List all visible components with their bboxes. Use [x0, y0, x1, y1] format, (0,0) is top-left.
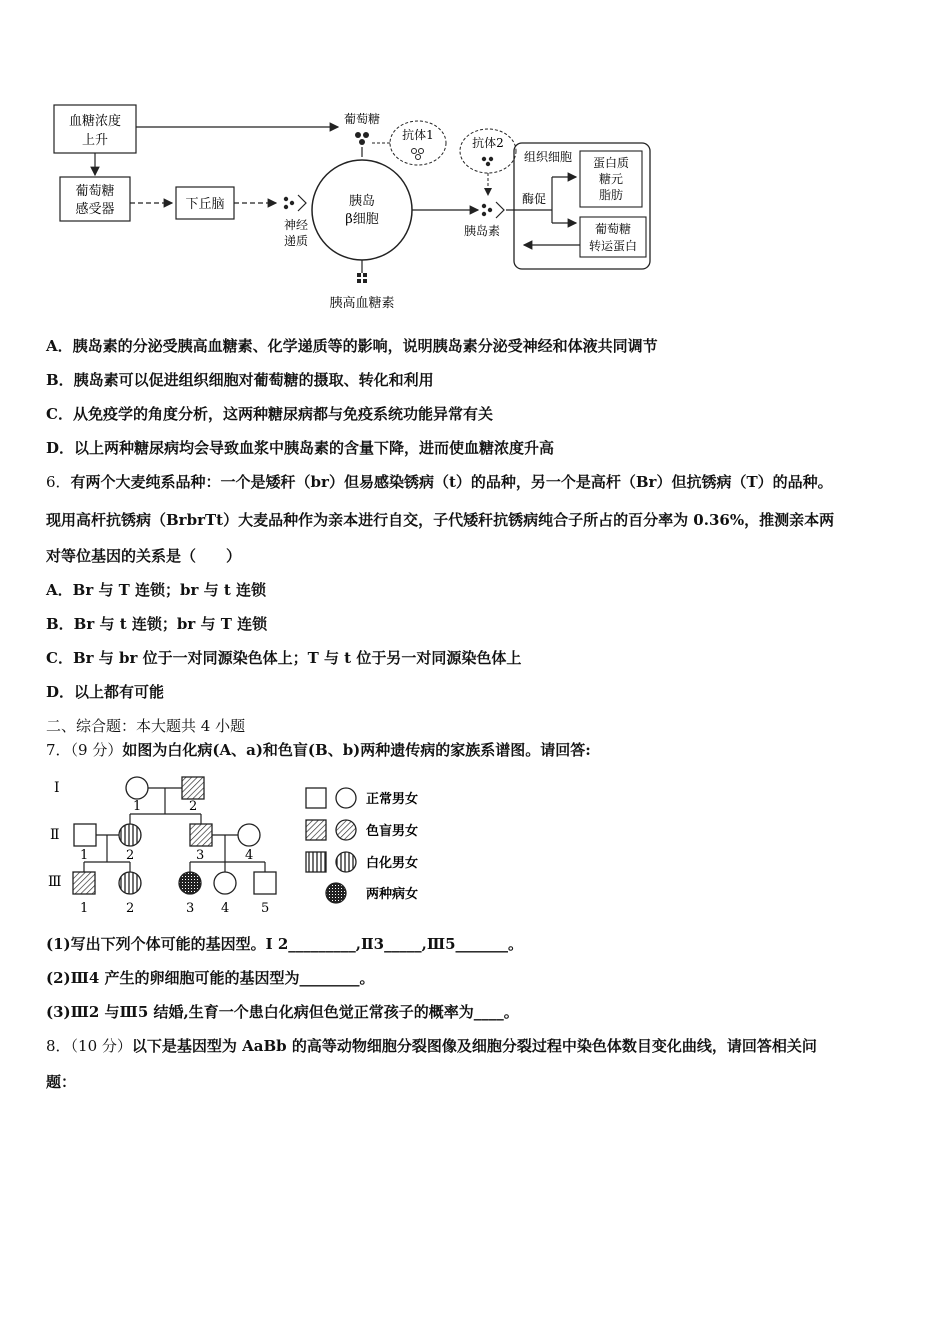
products-label-2: 糖元	[598, 172, 624, 186]
antibody2-label: 抗体2	[472, 136, 504, 150]
legend-label-albino: 白化男女	[366, 856, 419, 871]
q8-line-2: 题：	[46, 1073, 77, 1091]
antibody1-label: 抗体1	[402, 128, 434, 142]
pedigree-II-4	[238, 824, 260, 846]
indiv-III-2: 2	[126, 901, 135, 916]
islet-label-1: 胰岛	[348, 194, 376, 209]
antibody1-icon	[412, 149, 424, 160]
gen-label-1: Ⅰ	[54, 780, 60, 796]
legend-albino-male	[306, 852, 326, 872]
legend-both-female	[326, 883, 346, 903]
pedigree-chart	[40, 770, 460, 920]
indiv-I-1: 1	[133, 799, 142, 814]
q7-sub-1: (1)写出下列个体可能的基因型。Ⅰ 2_________,Ⅱ3_____,Ⅲ5_______。	[46, 935, 524, 953]
indiv-III-1: 1	[80, 901, 89, 916]
glucose-regulation-diagram	[40, 95, 660, 320]
legend-label-both: 两种病女	[366, 887, 419, 902]
legend-label-normal: 正常男女	[366, 792, 419, 807]
antibody2-icon	[482, 157, 493, 166]
pedigree-III-4	[214, 872, 236, 894]
q5-option-d: D．以上两种糖尿病均会导致血浆中胰岛素的含量下降，进而使血糖浓度升高	[46, 439, 555, 457]
indiv-I-2: 2	[189, 799, 198, 814]
q7-stem: 如图为白化病(A、a)和色盲(B、b)两种遗传病的家族系谱图。请回答:	[122, 741, 591, 759]
q5-option-c: C．从免疫学的角度分析，这两种糖尿病都与免疫系统功能异常有关	[46, 405, 493, 423]
q6-number: 6．	[46, 473, 71, 491]
q5-option-a: A．胰岛素的分泌受胰高血糖素、化学递质等的影响，说明胰岛素分泌受神经和体液共同调节	[46, 337, 658, 355]
legend-normal-female	[336, 788, 356, 808]
pedigree-II-3	[190, 824, 212, 846]
glucose-rise-label-1: 血糖浓度	[68, 114, 122, 129]
glucagon-icon	[357, 273, 367, 283]
q6-line-3: 对等位基因的关系是（ ）	[46, 547, 242, 565]
pedigree-II-1	[74, 824, 96, 846]
q6-option-c: C．Br 与 br 位于一对同源染色体上；T 与 t 位于另一对同源染色体上	[46, 649, 522, 667]
glucose-label: 葡萄糖	[343, 112, 381, 126]
promote-label: 酶促	[521, 192, 547, 206]
neurotransmitter-label-1: 神经	[283, 218, 309, 232]
q6-line-1	[46, 472, 833, 492]
pedigree-III-1	[73, 872, 95, 894]
q5-option-b: B．胰岛素可以促进组织细胞对葡萄糖的摄取、转化和利用	[46, 371, 434, 389]
q7-stem-line	[46, 740, 591, 760]
q6-option-d: D．以上都有可能	[46, 683, 165, 701]
legend-colorblind-female	[336, 820, 356, 840]
glucose-rise-label-2: 上升	[81, 133, 109, 148]
pedigree-II-2	[119, 824, 141, 846]
legend-albino-female	[336, 852, 356, 872]
neurotransmitter-icon	[284, 195, 306, 211]
q7-number: 7．（9 分）	[46, 741, 123, 759]
gen-label-2: Ⅱ	[50, 827, 60, 843]
pedigree-III-2	[119, 872, 141, 894]
q8-number: 8．（10 分）	[46, 1037, 132, 1055]
receptor-label-2: 感受器	[75, 202, 115, 217]
pedigree-III-3	[179, 872, 201, 894]
indiv-III-3: 3	[186, 901, 195, 916]
hypothalamus-label: 下丘脑	[185, 197, 225, 212]
q8-line-1	[46, 1036, 817, 1056]
indiv-III-5: 5	[261, 901, 270, 916]
gen-label-3: Ⅲ	[48, 874, 62, 890]
q6-option-a: A．Br 与 T 连锁；br 与 t 连锁	[46, 581, 267, 599]
insulin-icon	[482, 202, 504, 218]
products-label-1: 蛋白质	[592, 156, 630, 170]
indiv-III-4: 4	[221, 901, 230, 916]
q6-option-b: B．Br 与 t 连锁；br 与 T 连锁	[46, 615, 268, 633]
q7-sub-3: (3)Ⅲ2 与Ⅲ5 结婚,生育一个患白化病但色觉正常孩子的概率为____。	[46, 1003, 519, 1021]
legend-colorblind-male	[306, 820, 326, 840]
indiv-II-2: 2	[126, 848, 135, 863]
products-label-3: 脂肪	[598, 188, 624, 202]
glucagon-label: 胰高血糖素	[329, 296, 395, 311]
indiv-II-4: 4	[245, 848, 254, 863]
transporter-label-2: 转运蛋白	[588, 239, 638, 253]
receptor-label-1: 葡萄糖	[75, 184, 115, 199]
pedigree-I-2	[182, 777, 204, 799]
islet-beta-cell	[312, 160, 412, 260]
glucose-molecule-icon	[355, 132, 369, 145]
legend-normal-male	[306, 788, 326, 808]
q8-stem-1: 以下是基因型为 AaBb 的高等动物细胞分裂图像及细胞分裂过程中染色体数目变化曲线，请回答相关问	[131, 1037, 817, 1055]
indiv-II-1: 1	[80, 848, 89, 863]
section-2-heading: 二、综合题：本大题共 4 小题	[46, 717, 246, 735]
insulin-label: 胰岛素	[463, 224, 501, 238]
tissue-cell-label: 组织细胞	[523, 150, 573, 164]
q6-line-2: 现用高杆抗锈病（BrbrTt）大麦品种作为亲本进行自交，子代矮秆抗锈病纯合子所占的百分率为 0.36%，推测亲本两	[46, 511, 835, 529]
legend-label-colorblind: 色盲男女	[366, 824, 419, 839]
pedigree-I-1	[126, 777, 148, 799]
pedigree-III-5	[254, 872, 276, 894]
islet-label-2: β细胞	[345, 212, 379, 227]
q6-stem-1: 有两个大麦纯系品种：一个是矮秆（br）但易感染锈病（t）的品种，另一个是高杆（Br）但抗锈病（T）的品种。	[70, 473, 833, 491]
indiv-II-3: 3	[196, 848, 205, 863]
neurotransmitter-label-2: 递质	[283, 234, 309, 248]
transporter-label-1: 葡萄糖	[594, 222, 632, 236]
q7-sub-2: (2)Ⅲ4 产生的卵细胞可能的基因型为________。	[46, 969, 375, 987]
